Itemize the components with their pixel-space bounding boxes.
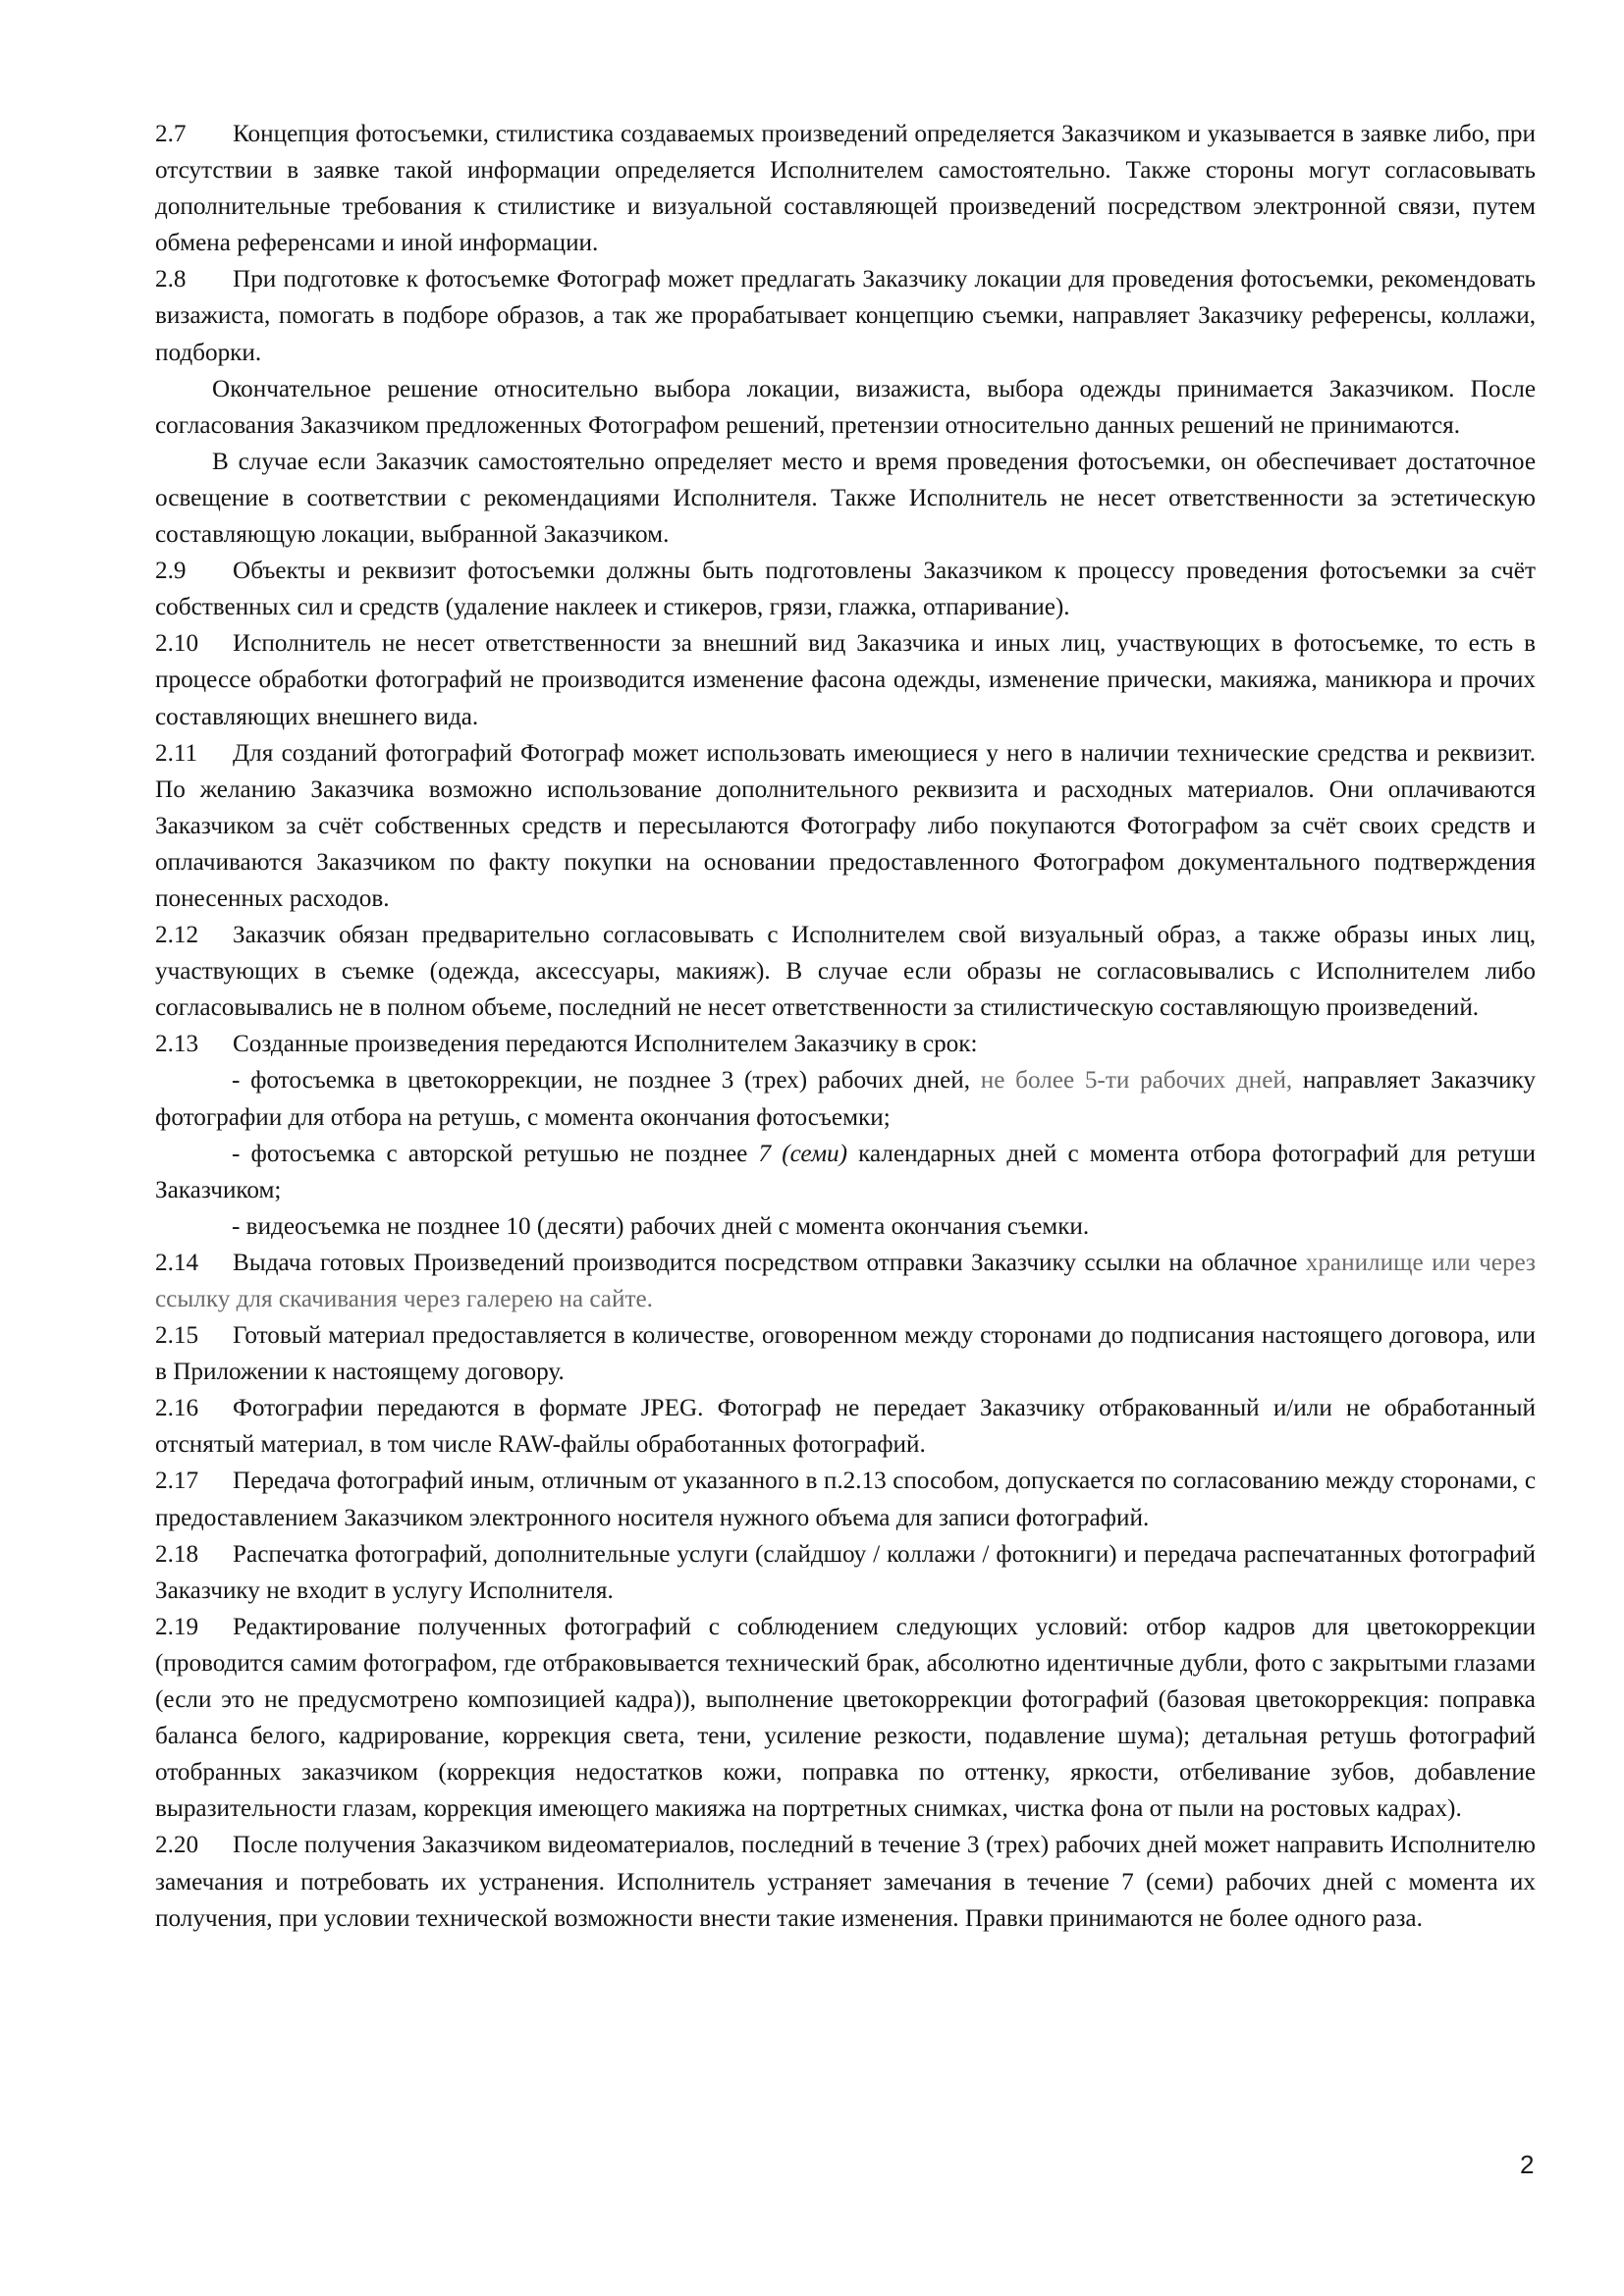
clause-number: 2.18 [155, 1540, 199, 1568]
subclause-photo-color [155, 1062, 1536, 1135]
clause-2-12 [155, 917, 1536, 1026]
clause-2-17 [155, 1463, 1536, 1535]
clause-text: Для созданий фотографий Фотограф может использовать имеющиеся у него в наличии технические средства и реквизит. По желанию Заказчика возможно использование дополнительного реквизита и расходных материалов. Они оплачиваются Заказчиком за счёт собственных средств и пересылаются Фотографу либо покупаются Фотографом за счёт своих средств и оплачиваются Заказчиком по факту покупки на основании предоставленного Фотографом документального подтверждения понесенных расходов. [155, 739, 1536, 912]
clause-number: 2.13 [155, 1031, 199, 1058]
subclause-photo-retouch [155, 1136, 1536, 1208]
clause-number: 2.20 [155, 1832, 199, 1859]
clause-2-16 [155, 1390, 1536, 1463]
clause-2-20 [155, 1827, 1536, 1936]
clause-number: 2.12 [155, 922, 199, 949]
clause-text: Объекты и реквизит фотосъемки должны быть подготовлены Заказчиком к процессу проведения фотосъемки за счёт собственных сил и средств (удаление наклеек и стикеров, грязи, глажка, отпаривание). [155, 558, 1536, 621]
clause-text: После получения Заказчиком видеоматериалов, последний в течение 3 (трех) рабочих дней может направить Исполнителю замечания и потребовать их устранения. Исполнитель устраняет замечания в течение 7 (семи) рабочих дней с момента их получения, при условии технической возможности внести такие изменения. Правки принимаются не более одного раза. [155, 1832, 1536, 1932]
subclause-text: - видеосъемка не позднее 10 (десяти) рабочих дней с момента окончания съемки. [232, 1212, 1090, 1240]
clause-2-13 [155, 1026, 1536, 1062]
clause-number: 2.11 [155, 739, 198, 767]
clause-2-14 [155, 1245, 1536, 1317]
clause-number: 2.7 [155, 121, 187, 147]
document-page [155, 116, 1536, 1937]
clause-number: 2.9 [155, 558, 187, 585]
clause-text: Фотографии передаются в формате JPEG. Фотограф не передает Заказчику отбракованный и/или не обработанный отснятый материал, в том числе RAW-файлы обработанных фотографий. [155, 1395, 1536, 1459]
clause-2-10 [155, 625, 1536, 734]
subclause-text: - фотосъемка с авторской ретушью не позднее [232, 1140, 759, 1167]
clause-text: Передача фотографий иным, отличным от указанного в п.2.13 способом, допускается по согласованию между сторонами, с предоставлением Заказчиком электронного носителя нужного объема для записи фотографий. [155, 1468, 1536, 1531]
subclause-italic-text: 7 (семи) [758, 1140, 848, 1167]
clause-2-18 [155, 1536, 1536, 1609]
clause-number: 2.14 [155, 1249, 199, 1276]
subclause-video [155, 1208, 1536, 1245]
clause-text: Готовый материал предоставляется в количестве, оговоренном между сторонами до подписания настоящего договора, или в Приложении к настоящему договору. [155, 1322, 1536, 1386]
clause-2-11 [155, 735, 1536, 917]
clause-text: Распечатка фотографий, дополнительные услуги (слайдшоу / коллажи / фотокниги) и передача распечатанных фотографий Заказчику не входит в услугу Исполнителя. [155, 1540, 1536, 1604]
clause-text: Редактирование полученных фотографий с соблюдением следующих условий: отбор кадров для цветокоррекции (проводится самим фотографом, где отбраковывается технический брак, абсолютно идентичные дубли, фото с закрытыми глазами (если это не предусмотрено композицией кадра)), выполнение цветокоррекции фотографий (базовая цветокоррекция: поправка баланса белого, кадрирование, коррекция света, тени, усиление резкости, подавление шума); детальная ретушь фотографий отобранных заказчиком (коррекция недостатков кожи, поправка по оттенку, яркости, отбеливание зубов, добавление выразительности глазам, коррекция имеющего макияжа на портретных снимках, чистка фона от пыли на ростовых кадрах). [155, 1613, 1536, 1823]
subclause-text: - фотосъемка в цветокоррекции, не позднее 3 (трех) рабочих дней, [232, 1067, 981, 1095]
clause-number: 2.16 [155, 1395, 199, 1422]
clause-number: 2.10 [155, 630, 199, 658]
clause-text: Заказчик обязан предварительно согласовывать с Исполнителем свой визуальный образ, а также образы иных лиц, участвующих в съемке (одежда, аксессуары, макияж). В случае если образы не согласовывались с Исполнителем либо согласовывались не в полном объеме, последний не несет ответственности за стилистическую составляющую произведений. [155, 922, 1536, 1022]
clause-text: Исполнитель не несет ответственности за внешний вид Заказчика и иных лиц, участвующих в фотосъемке, то есть в процессе обработки фотографий не производится изменение фасона одежды, изменение прически, макияжа, маникюра и прочих составляющих внешнего вида. [155, 630, 1536, 730]
clause-number: 2.19 [155, 1613, 199, 1640]
clause-2-15 [155, 1317, 1536, 1390]
clause-2-9 [155, 553, 1536, 625]
clause-2-8 [155, 261, 1536, 370]
paragraph-location [155, 444, 1536, 553]
clause-2-7 [155, 116, 1536, 261]
clause-text: Созданные произведения передаются Исполнителем Заказчику в срок: [233, 1031, 978, 1058]
clause-text: При подготовке к фотосъемке Фотограф может предлагать Заказчику локации для проведения фотосъемки, рекомендовать визажиста, помогать в подборе образов, а так же прорабатывает концепцию съемки, направляет Заказчику референсы, коллажи, подборки. [155, 266, 1536, 366]
clause-number: 2.8 [155, 266, 187, 294]
clause-number: 2.15 [155, 1322, 199, 1350]
paragraph-text: В случае если Заказчик самостоятельно определяет место и время проведения фотосъемки, он обеспечивает достаточное освещение в соответствии с рекомендациями Исполнителя. Также Исполнитель не несет ответственности за эстетическую составляющую локации, выбранной Заказчиком. [155, 448, 1536, 549]
paragraph-final-decision [155, 371, 1536, 444]
clause-number: 2.17 [155, 1468, 199, 1495]
subclause-text: календарных дней с момента отбора фотографий для ретуши Заказчиком; [155, 1140, 1537, 1203]
clause-text: Выдача готовых Произведений производится посредством отправки Заказчику ссылки на облачное [233, 1249, 1306, 1276]
paragraph-text: Окончательное решение относительно выбора локации, визажиста, выбора одежды принимается Заказчиком. После согласования Заказчиком предложенных Фотографом решений, претензии относительно данных решений не принимаются. [155, 375, 1536, 439]
subclause-text: направляет Заказчику фотографии для отбора на ретушь, с момента окончания фотосъемки; [155, 1067, 1537, 1131]
page-number: 2 [1520, 2150, 1535, 2179]
clause-2-19 [155, 1609, 1536, 1828]
subclause-gray-text: не более 5-ти рабочих дней, [980, 1067, 1293, 1095]
clause-text: Концепция фотосъемки, стилистика создаваемых произведений определяется Заказчиком и указывается в заявке либо, при отсутствии в заявке такой информации определяется Исполнителем самостоятельно. Также стороны могут согласовывать дополнительные требования к стилистике и визуальной составляющей произведений посредством электронной связи, путем обмена референсами и иной информации. [155, 121, 1536, 257]
clause-gray-text: хранилище или через ссылку для скачивания через галерею на сайте. [155, 1249, 1536, 1312]
